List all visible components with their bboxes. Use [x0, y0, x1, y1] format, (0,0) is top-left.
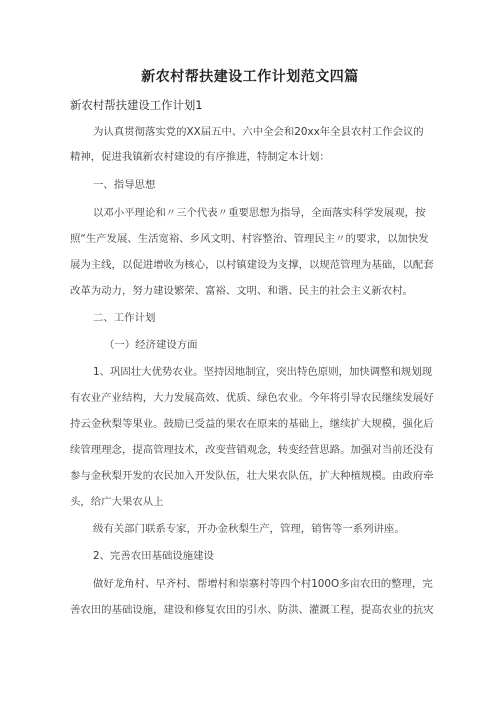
paragraph-line: 以邓小平理论和〃三个代表〃重要思想为指导，全面落实科学发展观，按 [93, 207, 426, 219]
paragraph-line: 精神，促进我镇新农村建设的有序推进，特制定本计划： [70, 151, 330, 163]
paragraph-line: 头，给广大果农从上 [70, 496, 164, 508]
paragraph-line: 为认真贯彻落实党的XX届五中、六中全会和20xx年全县农村工作会议的 [93, 126, 424, 138]
paragraph-line: 续管理理念，提高管理技术，改变营销观念，转变经营思路。加强对当前还没有 [70, 444, 434, 456]
paragraph-line: 照“生产发展、生活宽裕、乡风文明、村容整治、管理民主〃的要求，以加快发 [70, 233, 429, 245]
document-title: 新农村帮扶建设工作计划范文四篇 [141, 69, 359, 85]
paragraph-line: 参与金秋梨开发的农民加入开发队伍，壮大果农队伍，扩大种植规模。由政府牵 [70, 470, 434, 482]
paragraph-line: 展为主线，以促进增收为核心，以村镇建设为支撑，以规范管理为基础，以配套 [70, 259, 434, 271]
item-heading: 2、完善农田基础设施建设 [93, 550, 214, 562]
paragraph-line: 1、巩固壮大优势农业。坚持因地制宜，突出特色原则，加快调整和规划现 [93, 366, 433, 378]
paragraph-line: 级有关部门联系专家，开办金秋梨生产，管理，销售等一系列讲座。 [93, 523, 405, 535]
paragraph-line: 有农业产业结构，大力发展高效、优质、绿色农业。今年将引导农民继续发展好 [70, 392, 434, 404]
paragraph-line: 改革为动力，努力建设繁荣、富裕、文明、和谐、民主的社会主义新农村。 [70, 285, 413, 297]
section-heading: 二、工作计划 [93, 312, 156, 324]
subsection-heading: （一）经济建设方面 [104, 339, 198, 351]
section-subtitle: 新农村帮扶建设工作计划1 [70, 98, 203, 112]
paragraph-line: 善农田的基础设施，建设和修复农田的引水、防洪、灌溉工程，提高农业的抗灾 [70, 604, 434, 616]
paragraph-line: 持云金秋梨等果业。鼓励已受益的果农在原来的基础上，继续扩大规模，强化后 [70, 418, 434, 430]
paragraph-line: 做好龙角村、早齐村、帮增村和崇寨村等四个村100O多亩农田的整理，完 [93, 578, 433, 590]
section-heading: 一、指导思想 [93, 179, 156, 191]
